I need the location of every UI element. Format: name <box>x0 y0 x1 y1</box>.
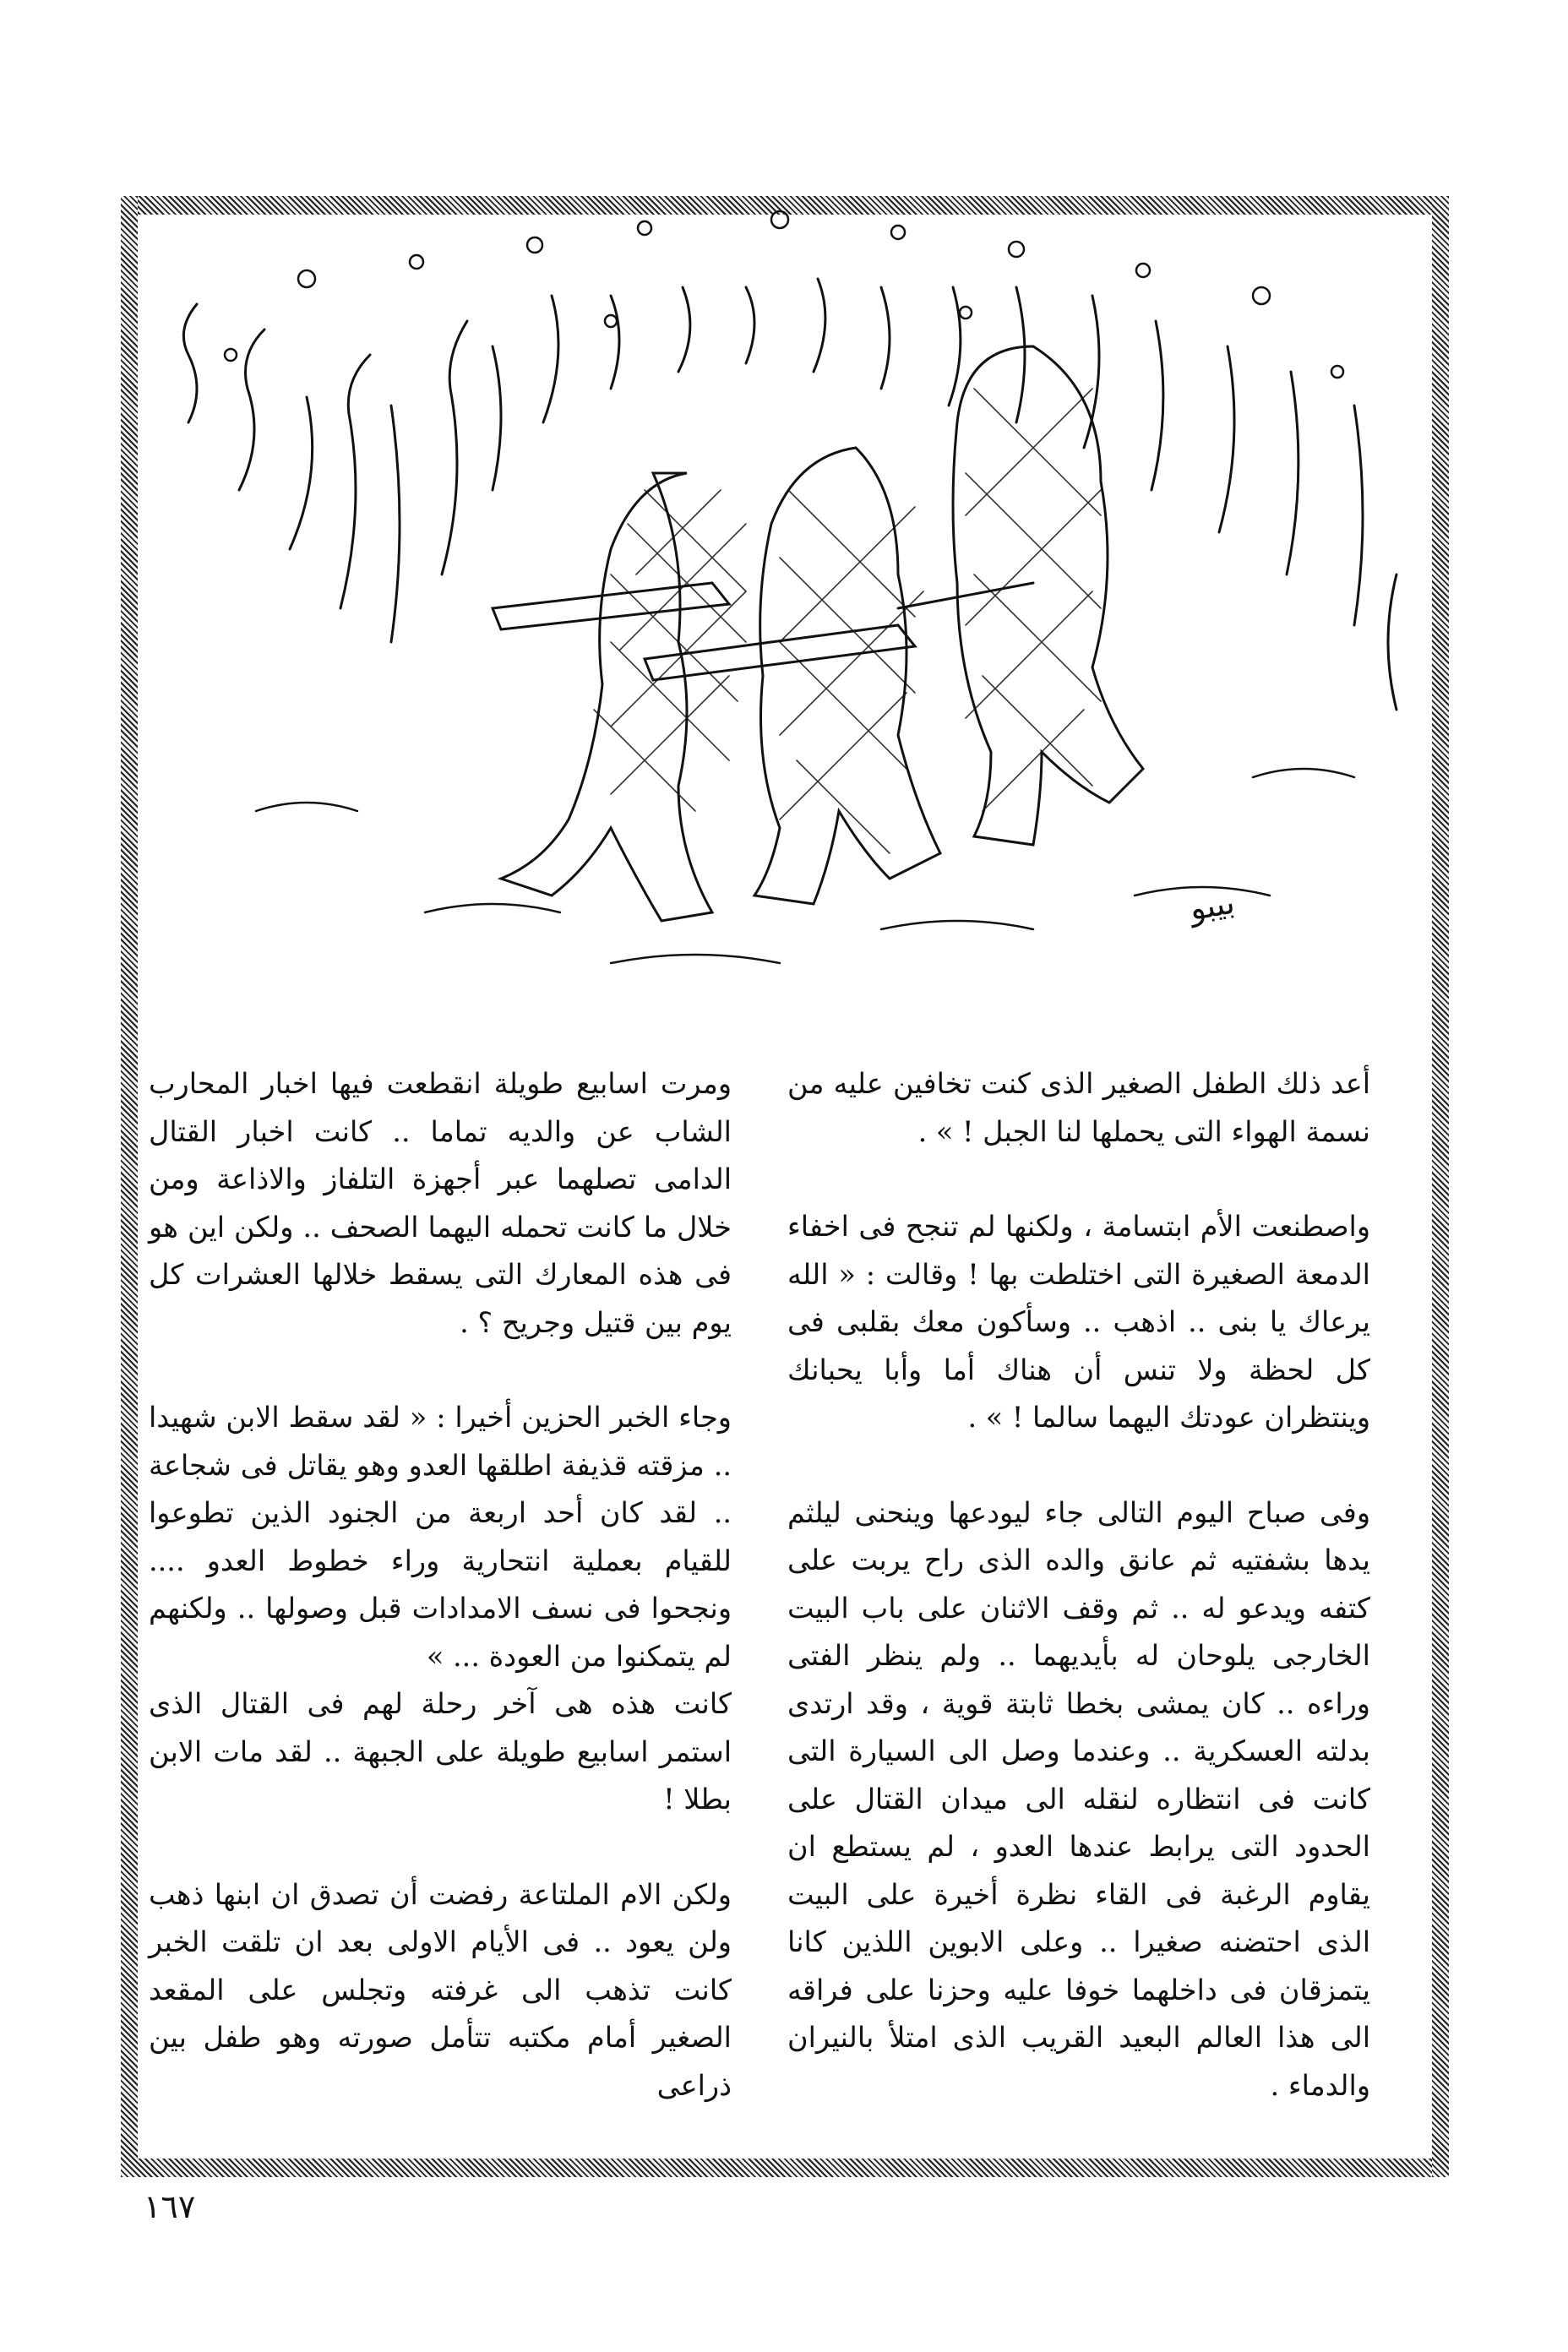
paragraph: ومرت اسابيع طويلة انقطعت فيها اخبار المحارب الشاب عن والديه تماما .. كانت اخبار القتال الدامى تصلهما عبر أجهزة التلفاز والاذاعة ومن خلال ما كانت تحمله اليهما الصحف .. ولكن اين هو فى هذه المعارك التى يسقط خلالها العشرات كل يوم بين قتيل وجريح ؟ . <box>149 1067 732 1339</box>
text-column-left <box>149 1060 732 2157</box>
paragraph: وفى صباح اليوم التالى جاء ليودعها وينحنى ليلثم يدها بشفتيه ثم عانق والده الذى راح يربت على كتفه ويدعو له .. ثم وقف الاثنان على باب البيت الخارجى يلوحان له بأيديهما .. ولم ينظر الفتى وراءه .. كان يمشى بخطا ثابتة قوية ، وقد ارتدى بدلته العسكرية .. وعندما وصل الى السيارة التى كانت فى انتظاره لنقله الى ميدان القتال على الحدود التى يرابط عندها العدو ، لم يستطع ان يقاوم الرغبة فى القاء نظرة أخيرة على البيت الذى احتضنه صغيرا .. وعلى الابوين اللذين كانا يتمزقان فى داخلهما خوفا عليه وحزنا على فراقه الى هذا العالم البعيد القريب الذى امتلأ بالنيران والدماء . <box>787 1495 1370 2102</box>
border-left <box>121 196 138 2177</box>
paragraph: وجاء الخبر الحزين أخيرا : « لقد سقط الابن شهيدا .. مزقته قذيفة اطلقها العدو وهو يقاتل فى شجاعة .. لقد كان أحد اربعة من الجنود الذين تطوعوا للقيام بعملية انتحارية وراء خطوط العدو .... ونجحوا فى نسف الامدادات قبل وصولها .. ولكنهم لم يتمكنوا من العودة ... » <box>149 1401 732 1673</box>
border-bottom <box>121 2159 1449 2177</box>
page-number: ١٦٧ <box>144 2188 196 2225</box>
paragraph: ولكن الام الملتاعة رفضت أن تصدق ان ابنها ذهب ولن يعود .. فى الأيام الاولى بعد ان تلقت الخبر كانت تذهب الى غرفته وتجلس على المقعد الصغير أمام مكتبه تتأمل صورته وهو طفل بين ذراعى <box>149 1877 732 2102</box>
paragraph: واصطنعت الأم ابتسامة ، ولكنها لم تنجح فى اخفاء الدمعة الصغيرة التى اختلطت بها ! وقالت : « الله يرعاك يا بنى .. اذهب .. وسأكون معك بقلبى فى كل لحظة ولا تنس أن هناك أما وأبا يحبانك وينتظران عودتك اليهما سالما ! » . <box>787 1210 1370 1434</box>
text-column-right <box>787 1060 1370 2157</box>
paragraph: أعد ذلك الطفل الصغير الذى كنت تخافين عليه من نسمة الهواء التى يحملها لنا الجبل ! » . <box>787 1067 1370 1148</box>
soldiers-illustration <box>138 169 1432 1048</box>
artist-signature: بيبو <box>1186 883 1238 928</box>
paragraph: كانت هذه هى آخر رحلة لهم فى القتال الذى استمر اسابيع طويلة على الجبهة .. لقد مات الابن بطلا ! <box>149 1687 732 1816</box>
border-right <box>1432 196 1449 2177</box>
